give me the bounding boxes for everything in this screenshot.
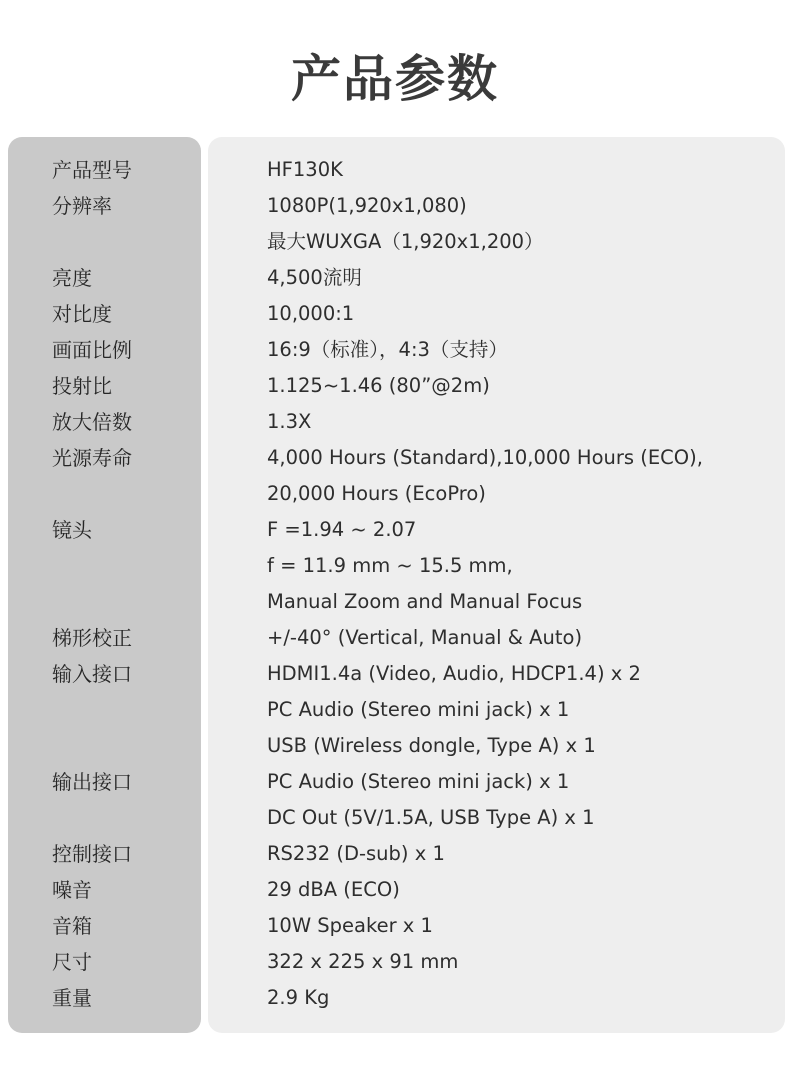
spec-values [267,656,790,764]
spec-value: 2.9 Kg [267,986,330,1009]
spec-label: 产品型号 [52,158,132,182]
spec-value: f = 11.9 mm ~ 15.5 mm, [267,554,513,577]
spec-value: 4,500流明 [267,266,362,289]
spec-value: 1.125~1.46 (80”@2m) [267,374,490,397]
spec-label: 控制接口 [52,842,132,866]
spec-row [0,836,790,872]
spec-row [0,980,790,1016]
spec-values [267,260,790,296]
spec-value: +/-40° (Vertical, Manual & Auto) [267,626,583,649]
spec-row [0,368,790,404]
spec-label: 梯形校正 [52,626,132,650]
spec-value: 29 dBA (ECO) [267,878,400,901]
page-title: 产品参数 [291,50,499,108]
spec-row [0,764,790,836]
spec-value: Manual Zoom and Manual Focus [267,590,583,613]
spec-row [0,152,790,188]
spec-value: 20,000 Hours (EcoPro) [267,482,486,505]
spec-label: 音箱 [52,914,92,938]
spec-value: 1.3X [267,410,312,433]
spec-value: HF130K [267,158,343,181]
spec-value: 最大WUXGA（1,920x1,200） [267,230,544,253]
spec-label: 输出接口 [52,770,132,794]
spec-value: RS232 (D-sub) x 1 [267,842,445,865]
spec-label: 重量 [52,986,92,1010]
spec-label: 镜头 [52,518,92,542]
spec-row [0,944,790,980]
spec-label: 放大倍数 [52,410,132,434]
spec-value: 10W Speaker x 1 [267,914,433,937]
spec-values [267,980,790,1016]
spec-value: F =1.94 ~ 2.07 [267,518,417,541]
spec-label: 噪音 [52,878,92,902]
spec-row [0,908,790,944]
spec-row [0,260,790,296]
spec-values [267,908,790,944]
spec-values [267,188,790,260]
spec-values [267,332,790,368]
spec-row [0,188,790,260]
spec-row [0,332,790,368]
spec-values [267,836,790,872]
spec-row [0,872,790,908]
spec-value: PC Audio (Stereo mini jack) x 1 [267,698,570,721]
spec-value: 10,000:1 [267,302,355,325]
spec-label: 分辨率 [52,194,112,218]
spec-label: 光源寿命 [52,446,132,470]
spec-values [267,368,790,404]
spec-values [267,764,790,836]
spec-values [267,872,790,908]
spec-values [267,404,790,440]
spec-row [0,512,790,620]
spec-value: 16:9（标准），4:3（支持） [267,338,508,361]
spec-value: HDMI1.4a (Video, Audio, HDCP1.4) x 2 [267,662,641,685]
spec-label: 尺寸 [52,950,92,974]
spec-label: 对比度 [52,302,112,326]
spec-value: USB (Wireless dongle, Type A) x 1 [267,734,596,757]
spec-values [267,152,790,188]
spec-values [267,296,790,332]
spec-row [0,656,790,764]
spec-values [267,620,790,656]
spec-value: DC Out (5V/1.5A, USB Type A) x 1 [267,806,595,829]
spec-value: 322 x 225 x 91 mm [267,950,459,973]
spec-row [0,620,790,656]
spec-row [0,440,790,512]
spec-row [0,404,790,440]
spec-label: 亮度 [52,266,92,290]
spec-label: 投射比 [52,374,112,398]
spec-label: 输入接口 [52,662,132,686]
spec-value: 4,000 Hours (Standard),10,000 Hours (ECO), [267,446,703,469]
spec-value: PC Audio (Stereo mini jack) x 1 [267,770,570,793]
spec-values [267,512,790,620]
spec-value: 1080P(1,920x1,080) [267,194,467,217]
spec-values [267,440,790,512]
spec-values [267,944,790,980]
spec-row [0,296,790,332]
spec-label: 画面比例 [52,338,132,362]
spec-table [0,152,790,1016]
